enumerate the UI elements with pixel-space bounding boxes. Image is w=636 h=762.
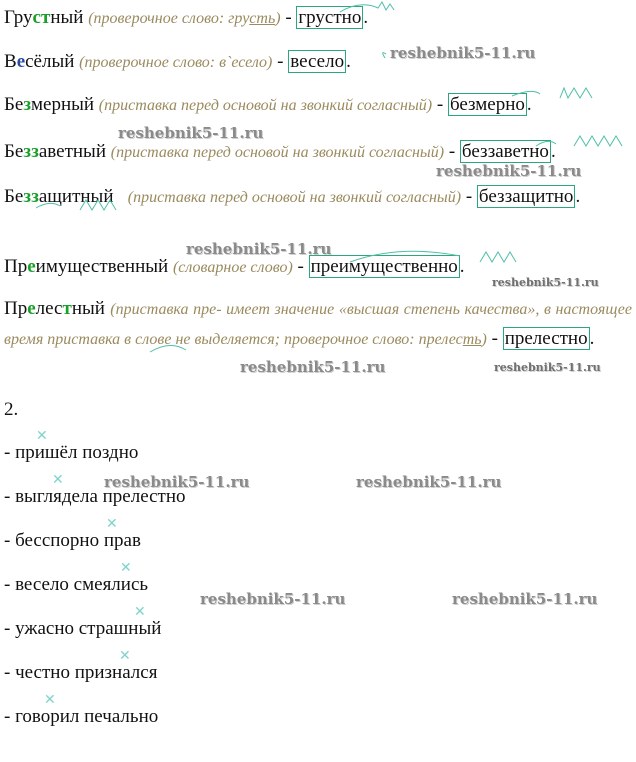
answer-word: безмерно: [449, 94, 525, 115]
word-line-5: [4, 184, 632, 211]
word-part: ащитный: [38, 186, 114, 207]
watermark: reshebnik5-11.ru: [436, 162, 582, 180]
watermark: reshebnik5-11.ru: [104, 473, 250, 491]
period: .: [526, 94, 532, 115]
word-part: имущественный: [35, 256, 169, 277]
explanation-note: (приставка пре- имеет значение «высшая степень качества», в настоящее время приставка в слове не выделяется; проверочное слово: прелесть): [4, 301, 632, 348]
link-mark-icon: ✕: [36, 429, 48, 444]
word-part: Бе: [4, 186, 24, 207]
orthogram: е: [27, 298, 36, 319]
phrase-item: - пришёл поздно: [4, 442, 139, 463]
orthogram: зз: [23, 141, 39, 162]
answer-word: беззащитно: [478, 186, 574, 207]
orthogram: з: [23, 94, 31, 115]
word-part: лес: [35, 298, 63, 319]
explanation-note: (приставка перед основой на звонкий согласный): [110, 144, 445, 161]
answer-word: весело: [290, 51, 345, 72]
link-mark-icon: ✕: [52, 473, 64, 488]
word-line-3: [4, 93, 532, 118]
phrase-item: - ужасно страшный: [4, 618, 162, 639]
watermark: reshebnik5-11.ru: [356, 473, 502, 491]
phrase-item: - честно признался: [4, 662, 158, 683]
word-line-2: [4, 50, 351, 75]
dash: -: [432, 94, 448, 115]
dash: -: [444, 141, 460, 162]
period: .: [575, 186, 581, 207]
word-part: ный: [71, 298, 105, 319]
section-number: 2.: [4, 399, 19, 420]
dash: -: [486, 328, 503, 349]
dash: -: [272, 51, 289, 72]
dash: -: [292, 256, 309, 277]
link-mark-icon: ✕: [44, 693, 56, 708]
phrase-item: - говорил печально: [4, 706, 159, 727]
watermark: reshebnik5-11.ru: [492, 276, 599, 289]
phrase-item: - бесспорно прав: [4, 530, 141, 551]
explanation-note: (проверочное слово: в`есело): [79, 54, 273, 71]
watermark: reshebnik5-11.ru: [118, 124, 264, 142]
answer-word: беззаветно: [461, 141, 549, 162]
orthogram: е: [27, 256, 36, 277]
answer-word: преимущественно: [310, 256, 458, 277]
explanation-note: (приставка перед основой на звонкий согласный): [98, 97, 433, 114]
word-part: аветный: [38, 141, 106, 162]
link-mark-icon: ✕: [119, 649, 131, 664]
explanation-note: (проверочное слово: грусть): [88, 10, 281, 27]
link-mark-icon: ✕: [120, 561, 132, 576]
period: .: [459, 256, 465, 277]
dash: -: [280, 7, 297, 28]
explanation-note: (словарное слово): [172, 259, 293, 276]
orthogram: е: [16, 51, 26, 72]
watermark: reshebnik5-11.ru: [200, 590, 346, 608]
orthogram: ст: [32, 7, 51, 28]
watermark: reshebnik5-11.ru: [494, 361, 601, 374]
word-part: ный: [50, 7, 84, 28]
period: .: [363, 7, 369, 28]
phrase-item: - выглядела прелестно: [4, 486, 186, 507]
watermark: reshebnik5-11.ru: [390, 44, 536, 62]
period: .: [346, 51, 351, 72]
word-part: Пр: [4, 256, 28, 277]
answer-word: грустно: [298, 7, 362, 28]
orthogram: т: [62, 298, 72, 319]
watermark: reshebnik5-11.ru: [452, 590, 598, 608]
word-part: мерный: [30, 94, 95, 115]
phrase-item: - весело смеялись: [4, 574, 149, 595]
watermark: reshebnik5-11.ru: [240, 358, 386, 376]
link-mark-icon: ✕: [134, 605, 146, 620]
word-line-1: [4, 6, 368, 31]
word-part: В: [4, 51, 17, 72]
answer-word: прелестно: [504, 328, 588, 349]
word-part: сёлый: [25, 51, 75, 72]
link-mark-icon: ✕: [106, 517, 118, 532]
word-part: Пр: [4, 298, 28, 319]
period: .: [589, 328, 595, 349]
period: .: [550, 141, 556, 162]
orthogram: зз: [23, 186, 39, 207]
dash: -: [461, 186, 477, 207]
word-line-6: [4, 255, 465, 280]
word-part: Гру: [4, 7, 33, 28]
word-line-7: [4, 294, 632, 354]
word-part: Бе: [4, 141, 24, 162]
watermark: reshebnik5-11.ru: [186, 240, 332, 258]
explanation-note: (приставка перед основой на звонкий согласный): [127, 189, 462, 206]
word-part: Бе: [4, 94, 24, 115]
